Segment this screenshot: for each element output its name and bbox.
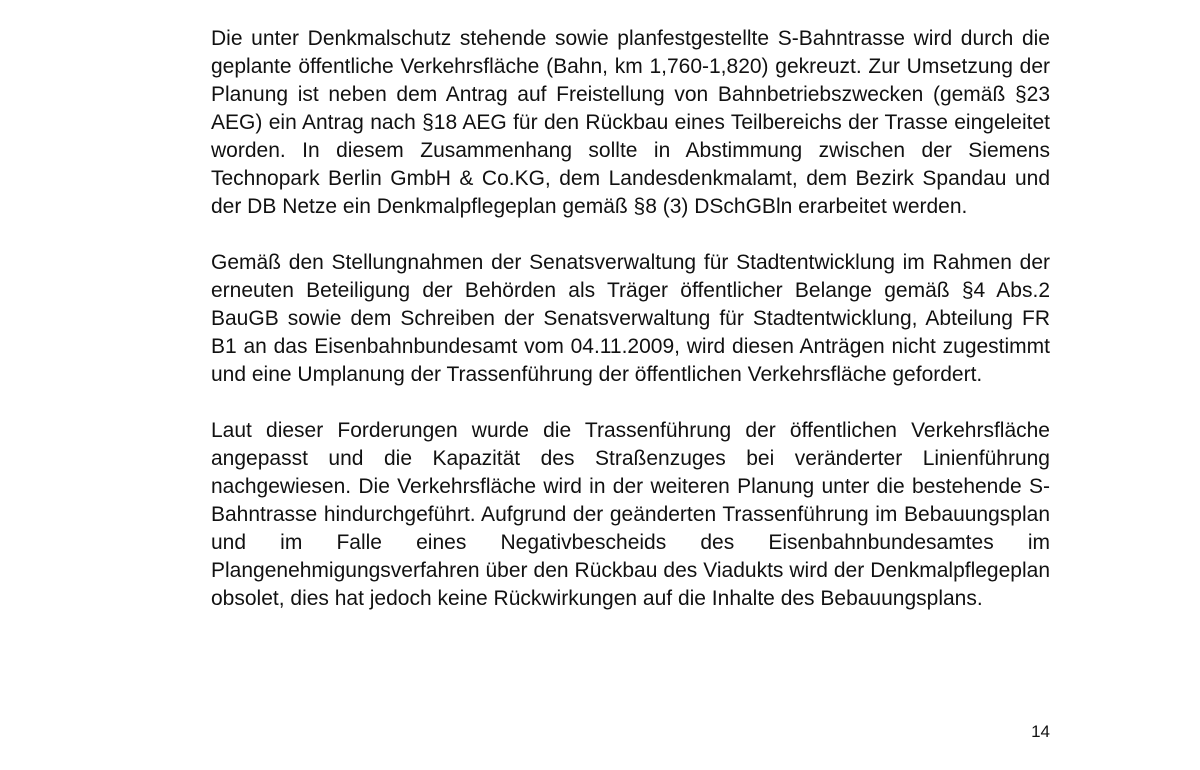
- document-page: [211, 25, 1050, 613]
- paragraph-denkmalschutz: Die unter Denkmalschutz stehende sowie planfestgestellte S-Bahntrasse wird durch die geplante öffentliche Verkehrsfläche (Bahn, km 1,760-1,820) gekreuzt. Zur Umsetzung der Planung ist neben dem Antrag auf Freistellung von Bahnbetriebszwecken (gemäß §23 AEG) ein Antrag nach §18 AEG für den Rückbau eines Teilbereichs der Trasse eingeleitet worden. In diesem Zusammenhang sollte in Abstimmung zwischen der Siemens Technopark Berlin GmbH & Co.KG, dem Landesdenkmalamt, dem Bezirk Spandau und der DB Netze ein Denkmalpflegeplan gemäß §8 (3) DSchGBln erarbeitet werden.: [211, 27, 1050, 218]
- page-number: 14: [1031, 722, 1050, 741]
- paragraph-stellungnahmen: Gemäß den Stellungnahmen der Senatsverwaltung für Stadtentwicklung im Rahmen der erneuten Beteiligung der Behörden als Träger öffentlicher Belange gemäß §4 Abs.2 BauGB sowie dem Schreiben der Senatsverwaltung für Stadtentwicklung, Abteilung FR B1 an das Eisenbahnbundesamt vom 04.11.2009, wird diesen Anträgen nicht zugestimmt und eine Umplanung der Trassenführung der öffentlichen Verkehrsfläche gefordert.: [211, 251, 1050, 386]
- paragraph-trassenfuehrung: Laut dieser Forderungen wurde die Trassenführung der öffentlichen Verkehrsfläche angepasst und die Kapazität des Straßenzuges bei veränderter Linienführung nachgewiesen. Die Verkehrsfläche wird in der weiteren Planung unter die bestehende S-Bahntrasse hindurchgeführt. Aufgrund der geänderten Trassenführung im Bebauungsplan und im Falle eines Negativbescheids des Eisenbahnbundesamtes im Plangenehmigungsverfahren über den Rückbau des Viadukts wird der Denkmalpflegeplan obsolet, dies hat jedoch keine Rückwirkungen auf die Inhalte des Bebauungsplans.: [211, 419, 1050, 610]
